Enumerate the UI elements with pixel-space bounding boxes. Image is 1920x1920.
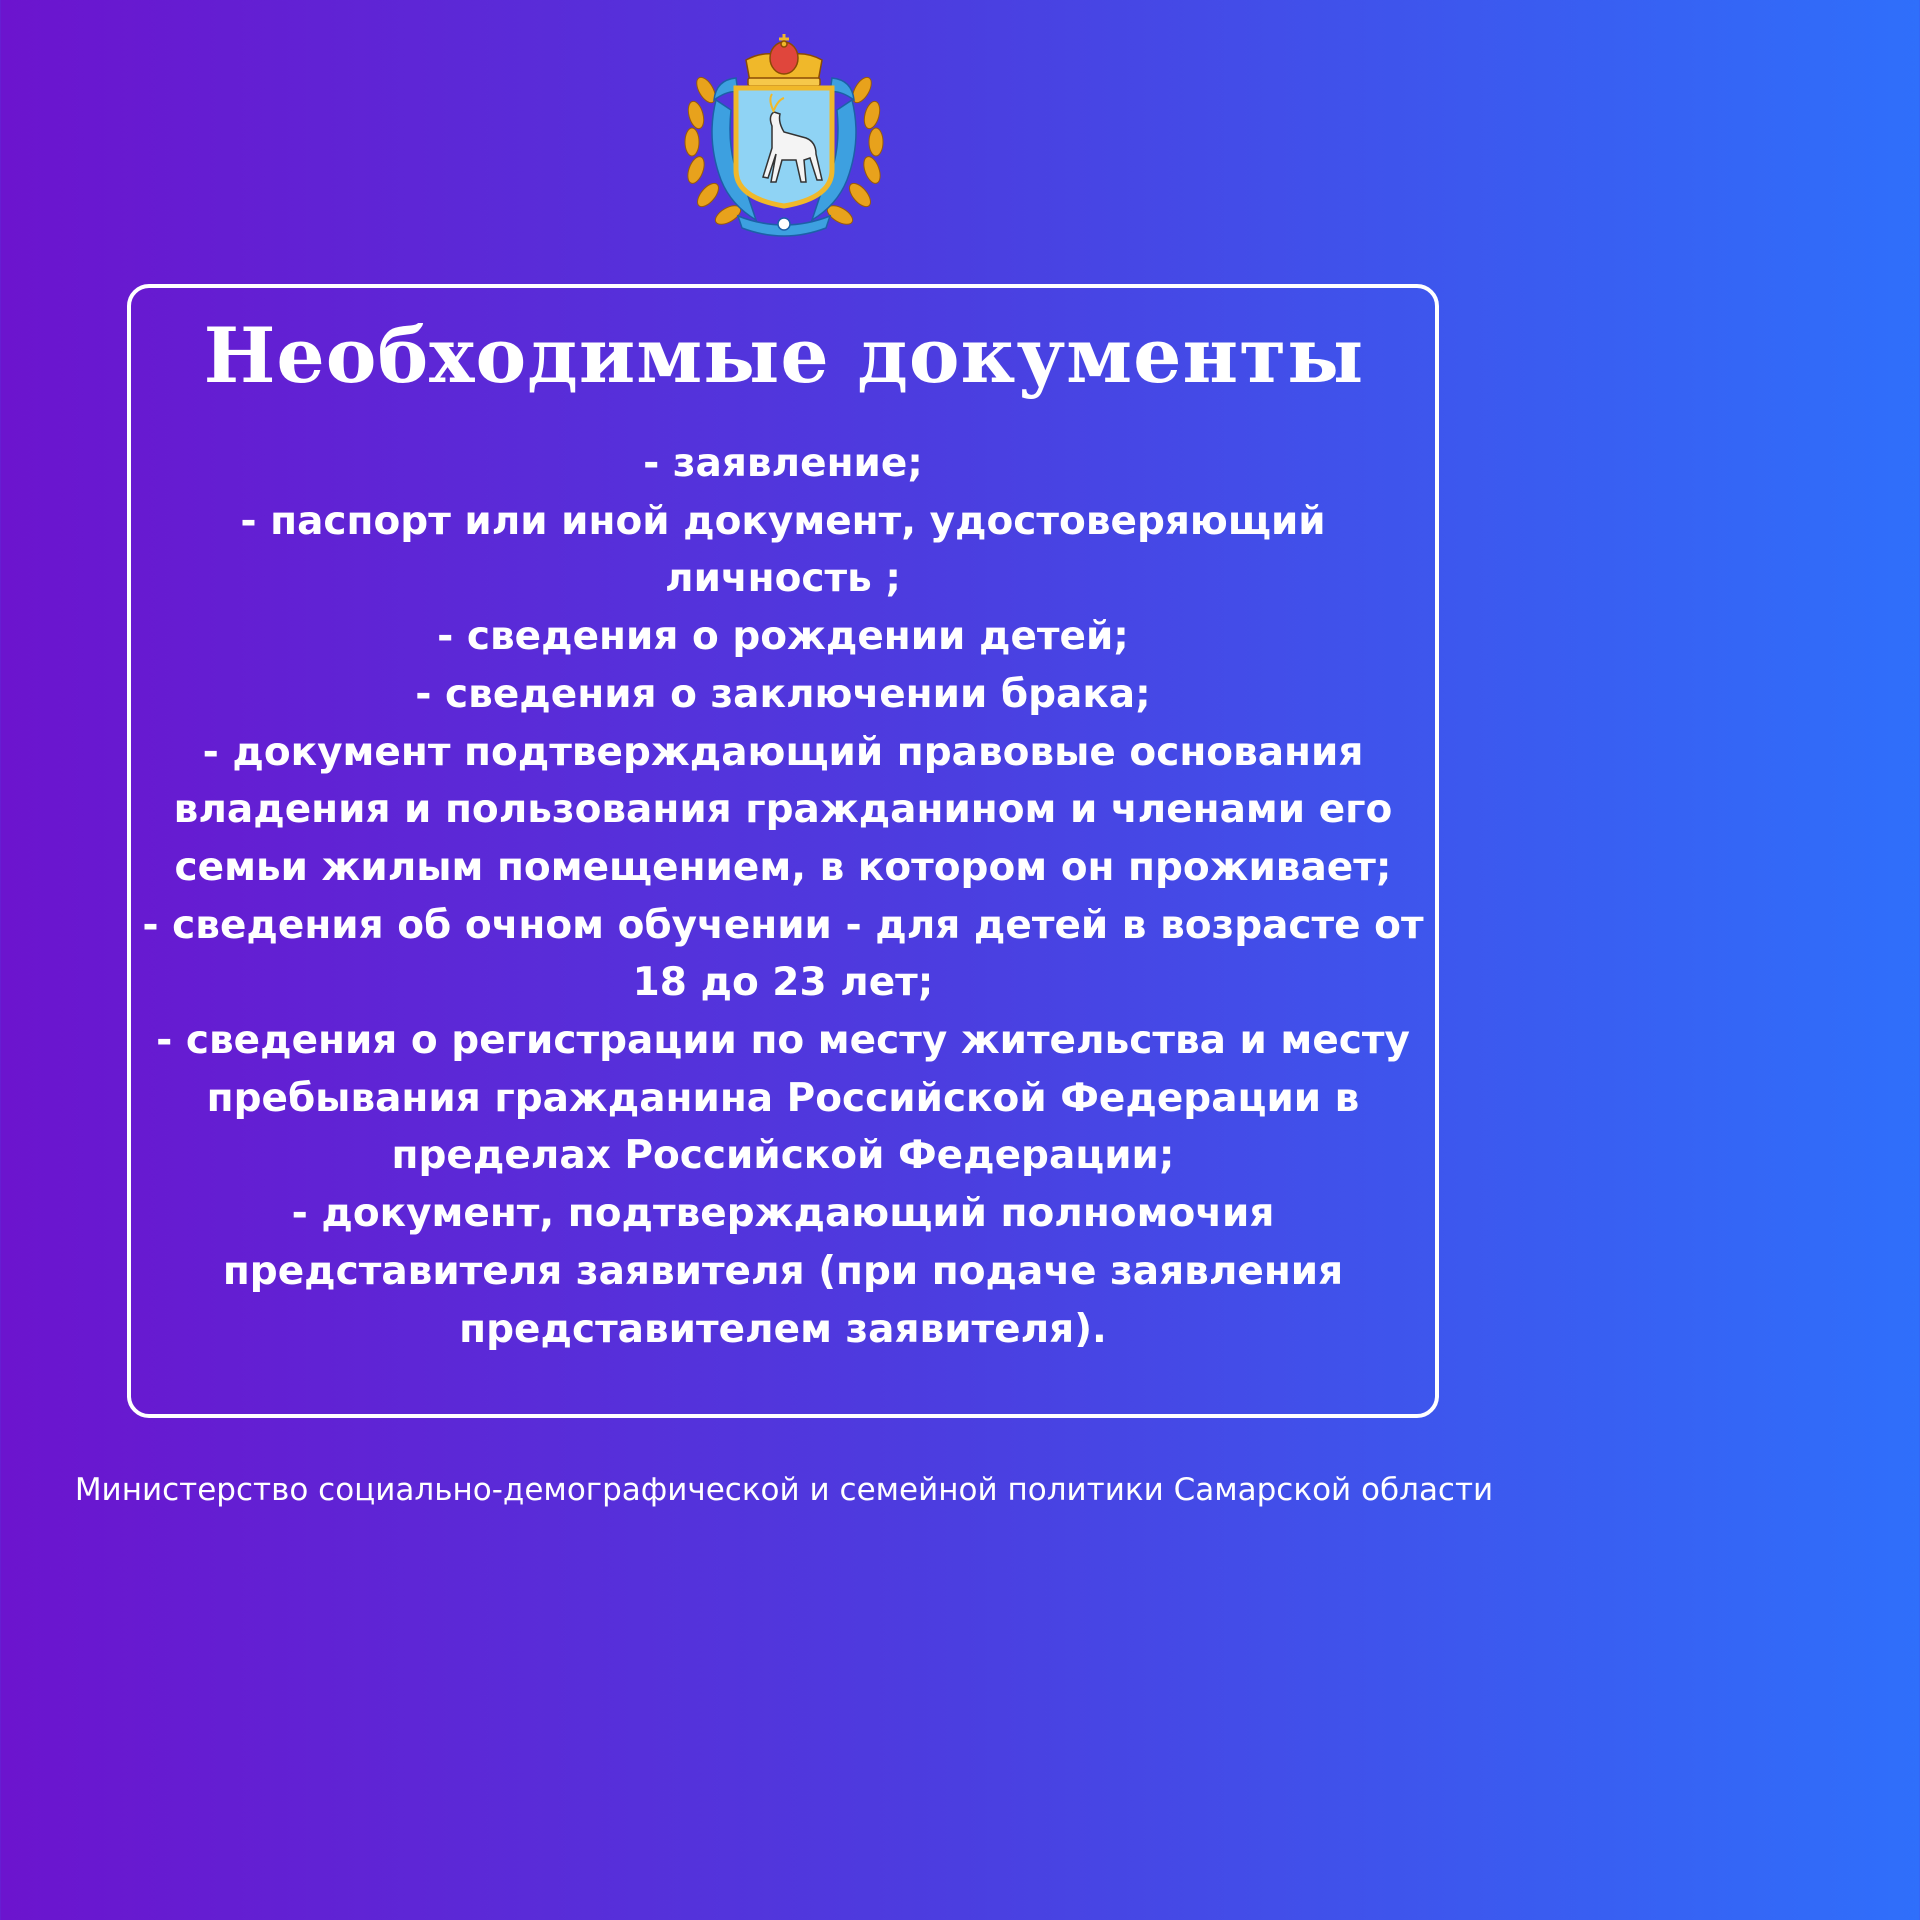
list-item: - документ подтверждающий правовые основания — [202, 729, 1364, 775]
list-item: личность ; — [665, 556, 901, 602]
page-title: Необходимые документы — [203, 311, 1365, 400]
list-item: - паспорт или иной документ, удостоверяющий — [240, 498, 1326, 544]
list-item: - сведения об очном обучении - для детей в возрасте от — [142, 902, 1424, 948]
list-item: - документ, подтверждающий полномочия — [291, 1191, 1275, 1237]
list-item: 18 до 23 лет; — [632, 960, 934, 1006]
list-item: представителя заявителя (при подаче заявления — [222, 1248, 1344, 1294]
list-item: пределах Российской Федерации; — [391, 1133, 1175, 1179]
coat-of-arms-emblem — [676, 30, 892, 242]
list-item: представителем заявителя). — [459, 1306, 1107, 1352]
list-item: - сведения о заключении брака; — [415, 671, 1151, 717]
crown — [746, 34, 822, 86]
list-item: - заявление; — [643, 441, 923, 486]
list-item: - сведения о рождении детей; — [437, 614, 1129, 660]
list-item: владения и пользования гражданином и членами его — [173, 787, 1393, 833]
list-item: пребывания гражданина Российской Федерации в — [206, 1075, 1360, 1121]
ministry-footer: Министерство социально-демографической и семейной политики Самарской области — [74, 1472, 1494, 1508]
documents-list — [127, 435, 1439, 1358]
list-item: - сведения о регистрации по месту жительства и месту — [156, 1018, 1410, 1064]
list-item: семьи жилым помещением, в котором он проживает; — [174, 844, 1392, 890]
